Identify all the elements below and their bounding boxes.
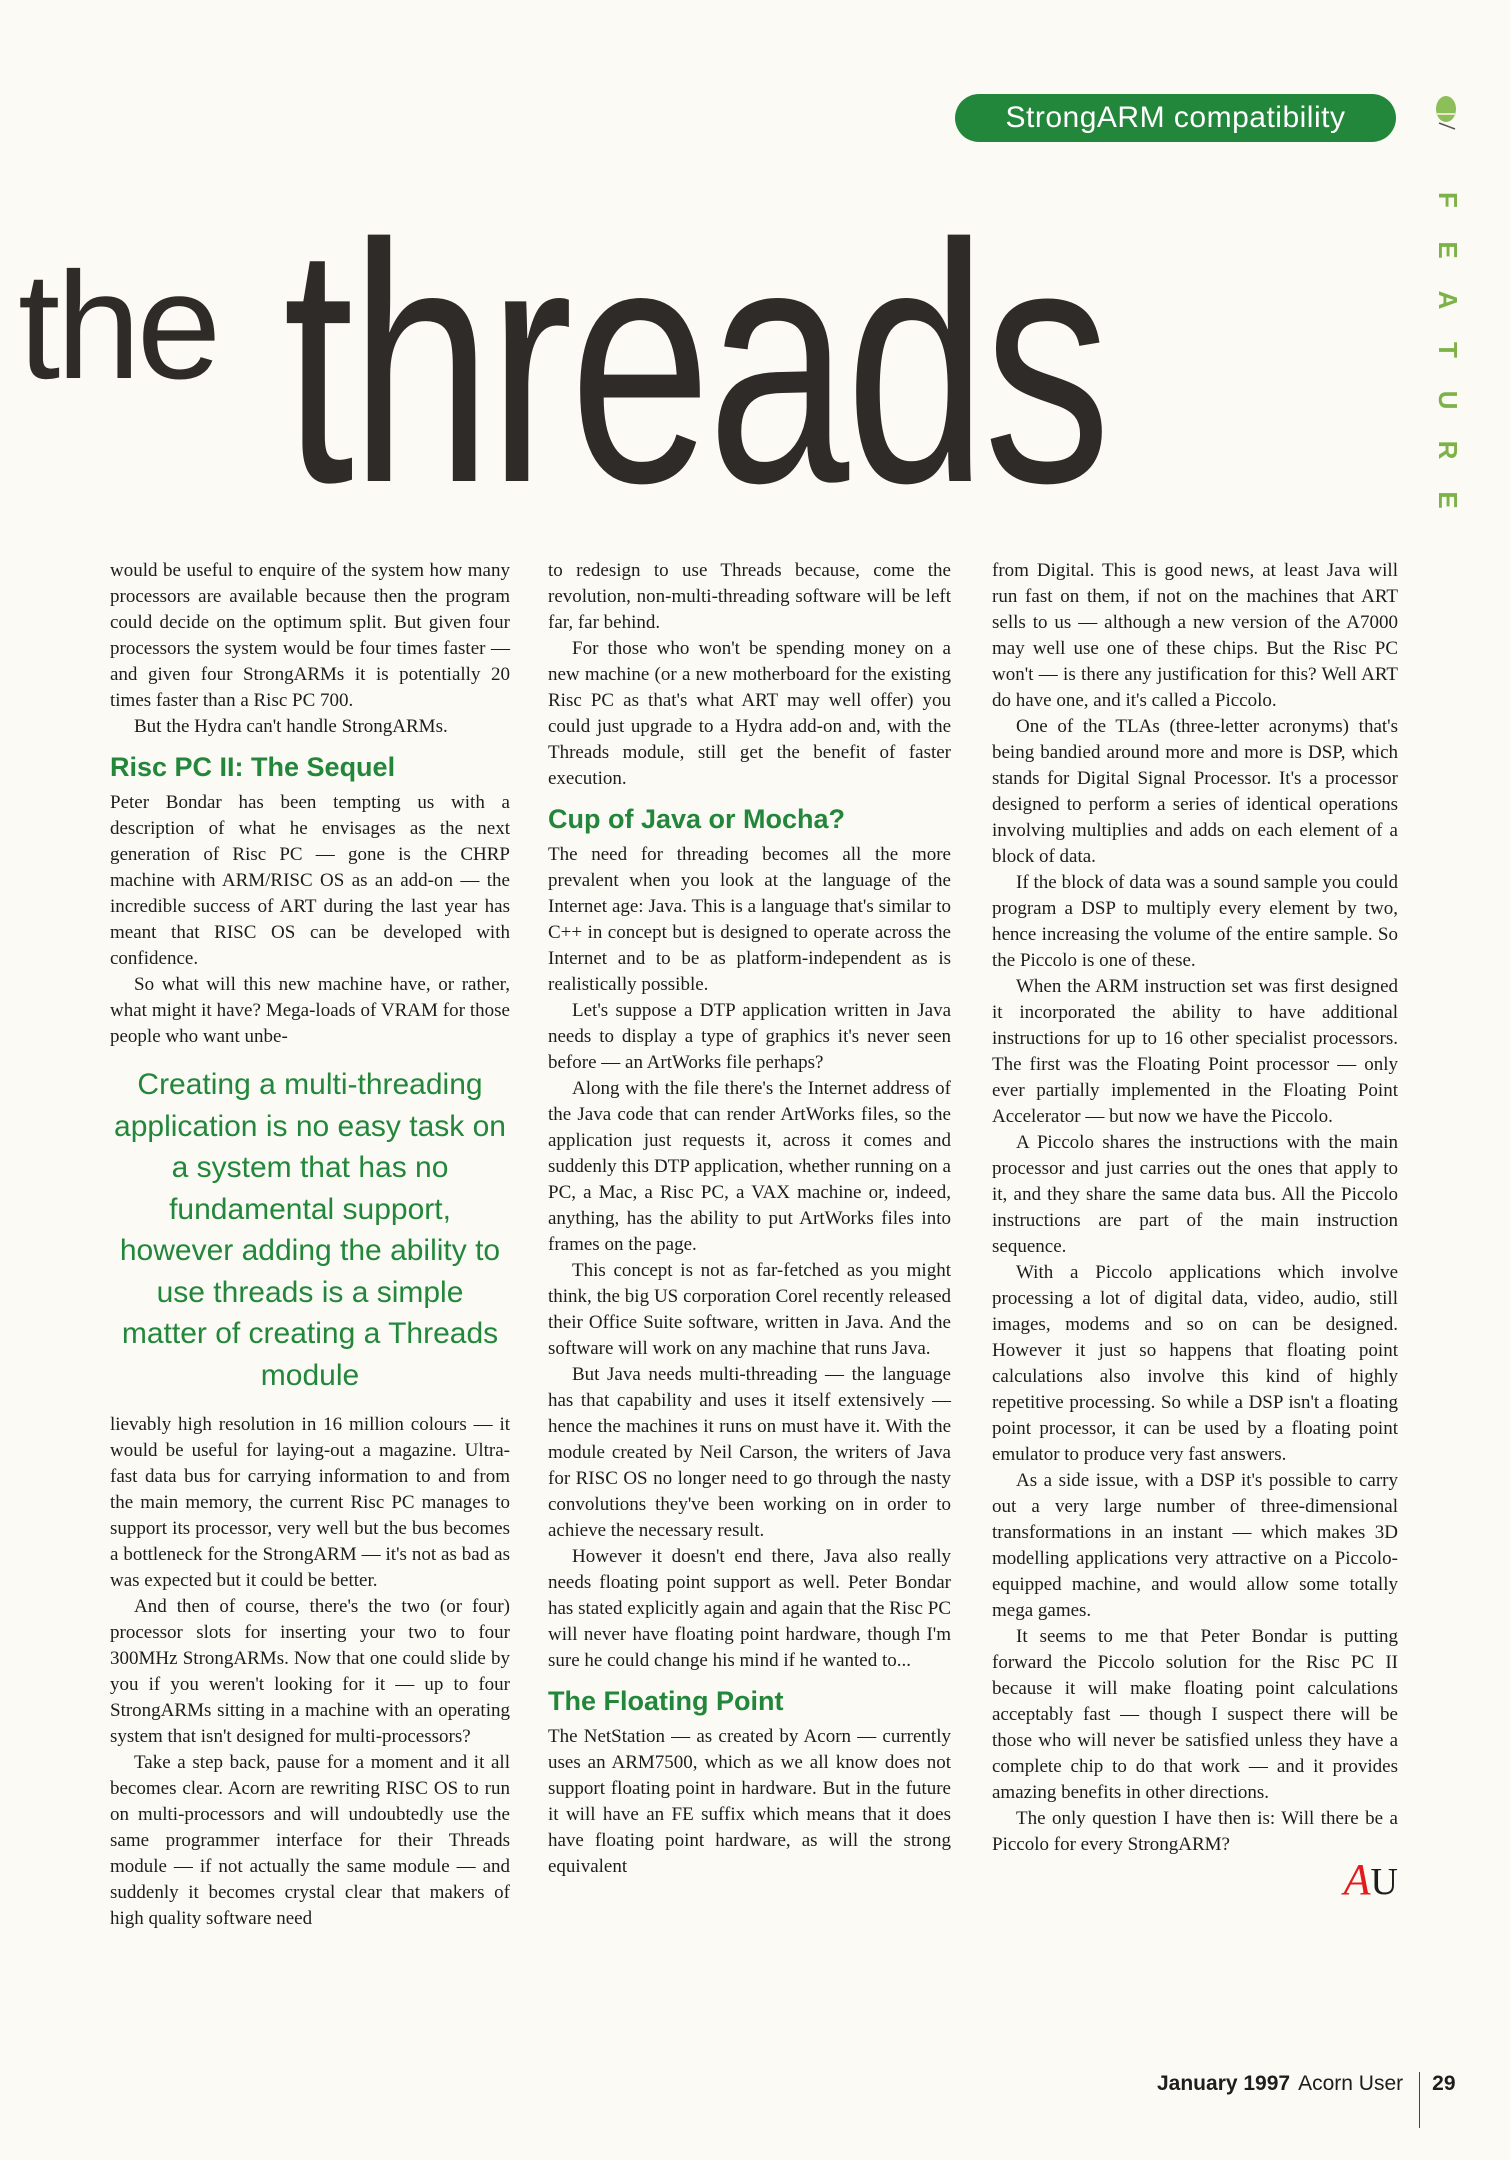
- end-mark-a: A: [1343, 1855, 1371, 1904]
- paragraph: would be useful to enquire of the system how many processors are available because then the program could decide on the optimum split. But given four processors the system would be four times faster — and given four StrongARMs it is potentially 20 times faster than a Risc PC 700.: [110, 560, 510, 711]
- column-3: [992, 558, 1398, 1858]
- paragraph: One of the TLAs (three-letter acronyms) that's being bandied around more and more is DSP, which stands for Digital Signal Processor. It's a processor designed to perform a series of identical operations involving multiplies and adds on each element of a block of data.: [992, 716, 1398, 867]
- issue-date: January 1997: [1157, 2072, 1291, 2095]
- feature-letter: R: [1433, 440, 1463, 460]
- column-1-bottom: [110, 1412, 510, 1932]
- paragraph: Peter Bondar has been tempting us with a description of what he envisages as the next generation of Risc PC — gone is the CHRP machine with ARM/RISC OS as an add-on — the incredible success of ART during the last year has meant that RISC OS can be developed with confidence.: [110, 792, 510, 969]
- column-1-top: [110, 558, 510, 1050]
- paragraph: to redesign to use Threads because, come the revolution, non-multi-threading software will be left far, far behind.: [548, 560, 951, 633]
- paragraph: And then of course, there's the two (or four) processor slots for inserting your two to four 300MHz StrongARMs. Now that one could slide by you if you weren't looking for it — up to four StrongARMs sitting in a machine with an operating system that isn't designed for multi-processors?: [110, 1596, 510, 1747]
- feature-letter: E: [1433, 491, 1463, 509]
- paragraph: If the block of data was a sound sample you could program a DSP to multiply every element by two, hence increasing the volume of the entire sample. So the Piccolo is one of these.: [992, 872, 1398, 971]
- end-mark-u: U: [1370, 1861, 1398, 1903]
- column-1: [110, 558, 510, 1932]
- paragraph: from Digital. This is good news, at least Java will run fast on them, if not on the machines that ART sells to us — although a new version of the A7000 may well use one of these chips. But the Risc PC won't — is there any justification for this? Well ART do have one, and it's called a Piccolo.: [992, 560, 1398, 711]
- paragraph: However it doesn't end there, Java also really needs floating point support as well. Peter Bondar has stated explicitly again and again that the Risc PC will never have floating point hardware, though I'm sure he could change his mind if he wanted to...: [548, 1546, 951, 1671]
- paragraph: This concept is not as far-fetched as you might think, the big US corporation Corel recently released their Office Suite software, written in Java. And the software will work on any machine that runs Java.: [548, 1260, 951, 1359]
- paragraph: The need for threading becomes all the more prevalent when you look at the language of the Internet age: Java. This is a language that's similar to C++ in concept but is designed to operate across the Internet and to be as platform-independent as is realistically possible.: [548, 844, 951, 995]
- paragraph: The only question I have then is: Will there be a Piccolo for every StrongARM?: [992, 1808, 1398, 1855]
- feature-letter: U: [1433, 390, 1463, 410]
- paragraph: With a Piccolo applications which involve processing a lot of digital data, video, audio, still images, modems and so on can be designed. However it just so happens that floating point calculations also involve this kind of highly repetitive processing. So while a DSP isn't a floating point processor, it can be used by a floating point emulator to produce very fast answers.: [992, 1262, 1398, 1465]
- paragraph: lievably high resolution in 16 million colours — it would be useful for laying-out a magazine. Ultra-fast data bus for carrying information to and from the main memory, the current Risc PC manages to support its processor, very well but the bus becomes a bottleneck for the StrongARM — it's not as bad as was expected but it could be better.: [110, 1414, 510, 1591]
- feature-letter: E: [1433, 241, 1463, 259]
- column-2: [548, 558, 951, 1880]
- section-heading: Risc PC II: The Sequel: [110, 752, 396, 782]
- acorn-logo-icon: [1433, 95, 1459, 131]
- paragraph: Take a step back, pause for a moment and it all becomes clear. Acorn are rewriting RISC OS to run on multi-processors and will undoubtedly use the same programmer interface for their Threads module — if not actually the same module — and suddenly it becomes crystal clear that makers of high quality software need: [110, 1752, 510, 1929]
- end-mark-logo: [1343, 1855, 1398, 1904]
- paragraph: Along with the file there's the Internet address of the Java code that can render ArtWorks files, so the application just requests it, across it comes and suddenly this DTP application, whether running on a PC, a Mac, a Risc PC, a VAX machine or, indeed, anything, has the ability to put ArtWorks files into frames on the page.: [548, 1078, 951, 1255]
- column-3-wrap: [992, 558, 1398, 1904]
- feature-label: [1428, 175, 1468, 525]
- pull-quote: Creating a multi-threading application is no easy task on a system that has no fundamental support, however adding the ability to use threads is a simple matter of creating a Threads module: [114, 1068, 506, 1392]
- section-heading: The Floating Point: [548, 1686, 784, 1716]
- section-badge: StrongARM compatibility: [955, 94, 1396, 142]
- paragraph: It seems to me that Peter Bondar is putting forward the Piccolo solution for the Risc PC II because it will make floating point calculations acceptably fast — though I suspect there will be those who will never be satisfied unless they have a complete chip to do that work — and it provides amazing benefits in other directions.: [992, 1626, 1398, 1803]
- page-number: 29: [1432, 2072, 1456, 2095]
- paragraph: The NetStation — as created by Acorn — currently uses an ARM7500, which as we all know does not support floating point in hardware. But in the future it will have an FE suffix which means that it does have floating point hardware, as will the strong equivalent: [548, 1726, 951, 1877]
- paragraph: But Java needs multi-threading — the language has that capability and uses it itself extensively — hence the machines it runs on must have it. With the module created by Neil Carson, the writers of Java for RISC OS no longer need to go through the nasty convolutions they've been working on in order to achieve the necessary result.: [548, 1364, 951, 1541]
- title-small: the: [18, 241, 218, 411]
- paragraph: But the Hydra can't handle StrongARMs.: [134, 716, 448, 737]
- feature-letter: T: [1433, 342, 1463, 358]
- paragraph: So what will this new machine have, or rather, what might it have? Mega-loads of VRAM for those people who want unbe-: [110, 974, 510, 1047]
- footer-divider: [1419, 2072, 1420, 2128]
- magazine-name: Acorn User: [1298, 2072, 1404, 2095]
- paragraph: For those who won't be spending money on a new machine (or a new motherboard for the existing Risc PC as that's what ART may well offer) you could just upgrade to a Hydra add-on and, with the Threads module, still get the benefit of faster execution.: [548, 638, 951, 789]
- feature-letter: F: [1433, 192, 1463, 208]
- paragraph: As a side issue, with a DSP it's possible to carry out a very large number of three-dimensional transformations in an instant — which makes 3D modelling applications very attractive on a Piccolo-equipped machine, and would allow some totally mega games.: [992, 1470, 1398, 1621]
- title-large: threads: [283, 174, 1108, 554]
- paragraph: A Piccolo shares the instructions with the main processor and just carries out the ones that apply to it, and they share the same data bus. All the Piccolo instructions are part of the main instruction sequence.: [992, 1132, 1398, 1257]
- section-heading: Cup of Java or Mocha?: [548, 804, 846, 834]
- paragraph: When the ARM instruction set was first designed it incorporated the ability to have additional instructions for up to 16 other specialist processors. The first was the Floating Point processor — only ever partially implemented in the Floating Point Accelerator — but now we have the Piccolo.: [992, 976, 1398, 1127]
- paragraph: Let's suppose a DTP application written in Java needs to display a type of graphics it's never seen before — an ArtWorks file perhaps?: [548, 1000, 951, 1073]
- page-footer: [1157, 2072, 1456, 2128]
- feature-letter: A: [1433, 290, 1463, 310]
